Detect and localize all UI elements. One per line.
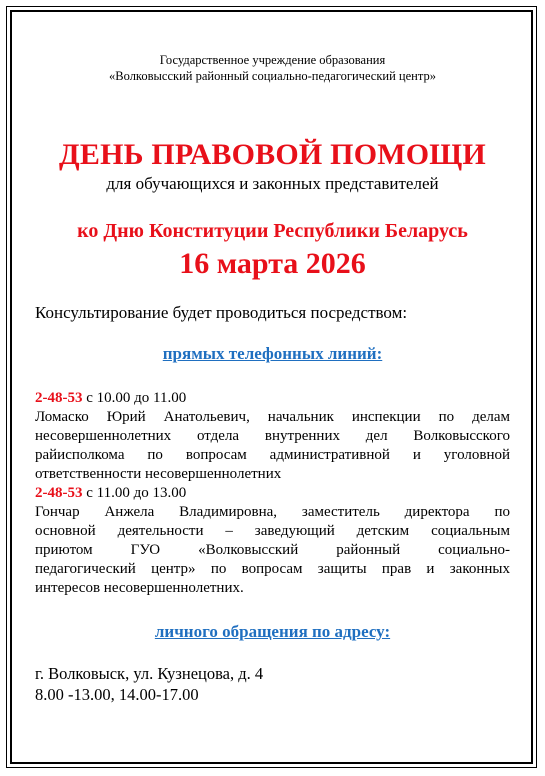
phone-time: с 11.00 до 13.00 — [82, 485, 187, 501]
entry-text-line: райисполкома по вопросам административной и уголовной — [35, 447, 510, 463]
entry-text-line: педагогический центр» по вопросам защиты прав и законных — [35, 561, 510, 577]
phone-section-heading: прямых телефонных линий: — [162, 344, 383, 363]
entry-text-line: Ломаско Юрий Анатольевич, начальник инспекции по делам — [35, 409, 510, 425]
entry-text-line: Гончар Анжела Владимировна, заместитель директора по — [35, 504, 510, 520]
phone-entry-header — [35, 389, 510, 408]
phone-number: 2-48-53 — [35, 485, 83, 501]
intro-text: Консультирование будет проводиться посредством: — [35, 303, 408, 322]
phone-number: 2-48-53 — [35, 390, 83, 406]
event-date: 16 марта 2026 — [179, 247, 366, 280]
institution-name — [20, 52, 525, 84]
subtitle: для обучающихся и законных представителей — [106, 174, 439, 193]
entry-text-line: несовершеннолетних отдела внутренних дел Волковысского — [35, 428, 510, 444]
occasion-heading: ко Дню Конституции Республики Беларусь — [77, 220, 468, 242]
entry-text-line: интересов несовершеннолетних. — [35, 580, 244, 596]
visit-section-heading: личного обращения по адресу: — [154, 622, 391, 641]
phone-time: с 10.00 до 11.00 — [82, 390, 187, 406]
institution-line-1: Государственное учреждение образования — [159, 53, 386, 67]
phone-entry — [35, 389, 510, 484]
address-block — [35, 663, 263, 705]
page-title: ДЕНЬ ПРАВОВОЙ ПОМОЩИ — [59, 138, 486, 171]
page-border-inner — [10, 10, 533, 764]
office-hours: 8.00 -13.00, 14.00-17.00 — [35, 685, 199, 704]
entry-text-line: приютом ГУО «Волковысский районный социально- — [35, 542, 510, 558]
phone-entry-header — [35, 484, 510, 503]
entry-text-line: основной деятельности – заведующий детским социальным — [35, 523, 510, 539]
entry-text-line: ответственности несовершеннолетних — [35, 466, 282, 482]
phone-entry — [35, 484, 510, 598]
address: г. Волковыск, ул. Кузнецова, д. 4 — [35, 664, 264, 683]
institution-line-2: «Волковысский районный социально-педагогический центр» — [109, 69, 436, 83]
